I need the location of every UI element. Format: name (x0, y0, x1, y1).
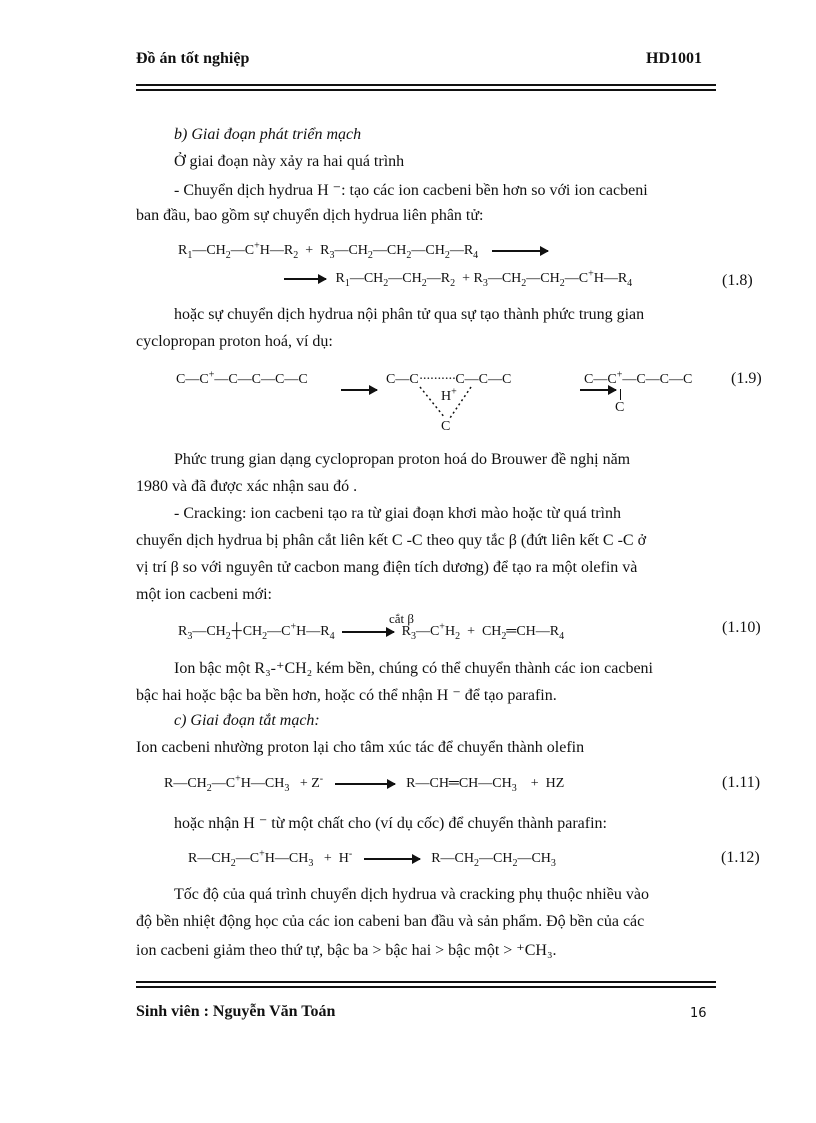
reaction-arrow (284, 278, 326, 280)
footer-rule-bottom (136, 986, 716, 988)
accept-hydride-line: hoặc nhận H ⁻ từ một chất cho (ví dụ cốc) để chuyển thành parafin: (174, 815, 607, 832)
equation-number-1-8: (1.8) (722, 272, 753, 289)
section-b-intro: Ở giai đoạn này xảy ra hai quá trình (174, 153, 405, 170)
hydride-line-2: ban đầu, bao gồm sự chuyển dịch hydrua liên phân tử: (136, 207, 484, 224)
reaction-arrow (580, 389, 616, 391)
header-rule-top (136, 84, 716, 86)
header-code: HD1001 (646, 50, 702, 67)
equation-1-10: $R_3—CH_2┼CH_2—C^+H—R_4$ $R_3—C^+H_2$ + $CH_2═CH—R_4$ (178, 621, 565, 642)
beta-scission-arrow (342, 631, 394, 633)
reaction-arrow (341, 389, 377, 391)
cracking-line-3: vị trí β so với nguyên tử cacbon mang điện tích dương) để tạo ra một olefin và (136, 559, 638, 576)
equation-1-9-reactant: C—C+—C—C—C—C (176, 369, 308, 387)
header-title: Đồ án tốt nghiệp (136, 50, 250, 67)
cracking-line-1: - Cracking: ion cacbeni tạo ra từ giai đoạn khơi mào hoặc từ quá trình (174, 505, 621, 522)
section-b-heading: b) Giai đoạn phát triển mạch (174, 126, 362, 143)
ion-line-1: Ion bậc một R₃-⁺CH₂ kém bền, chúng có thể chuyển thành các ion cacbeni (174, 660, 653, 677)
footer-student: Sinh viên : Nguyễn Văn Toán (136, 1003, 336, 1020)
equation-number-1-9: (1.9) (731, 370, 762, 387)
brouwer-line-1: Phức trung gian dạng cyclopropan proton hoá do Brouwer đề nghị năm (174, 451, 631, 468)
equation-1-9-product: C—C+—C—C—C (584, 369, 693, 387)
equation-1-8-line-2: $R_1—CH_2—CH_2—R_2$ + $R_3—CH_2—CH_2—C^+H—R_4$ (284, 271, 632, 287)
rate-line-3: ion cacbeni giảm theo thứ tự, bậc ba > bậc hai > bậc một > ⁺CH₃. (136, 942, 557, 959)
equation-1-12: $R—CH_2—C^+H—CH_3 + H^-$ $R—CH_2—CH_2—CH_3$ (188, 848, 556, 869)
page-number: 16 (690, 1006, 707, 1021)
branch-bond (620, 389, 621, 400)
section-c-heading: c) Giai đoạn tắt mạch: (174, 712, 320, 729)
section-c-intro: Ion cacbeni nhường proton lại cho tâm xúc tác để chuyển thành olefin (136, 739, 585, 756)
equation-number-1-10: (1.10) (722, 619, 761, 636)
intra-line-2: cyclopropan proton hoá, ví dụ: (136, 333, 333, 350)
reaction-arrow (335, 783, 395, 785)
bridge-carbon: C (441, 419, 451, 434)
cracking-line-4: một ion cacbeni mới: (136, 586, 272, 603)
equation-1-8-line-1: $R_1—CH_2—C^+H—R_2$ + $R_3—CH_2—CH_2—CH_2—R_4$ (178, 243, 548, 259)
equation-1-9-intermediate: C—C··········C—C—C (386, 372, 512, 387)
equation-number-1-12: (1.12) (721, 849, 760, 866)
ion-line-2: bậc hai hoặc bậc ba bền hơn, hoặc có thể nhận H ⁻ để tạo parafin. (136, 687, 557, 704)
equation-number-1-11: (1.11) (722, 774, 761, 791)
reaction-arrow (364, 858, 420, 860)
rate-line-2: độ bền nhiệt động học của các ion cabeni ban đầu và sản phẩm. Độ bền của các (136, 913, 645, 930)
cracking-line-2: chuyển dịch hydrua bị phân cắt liên kết C -C theo quy tắc β (đứt liên kết C -C ở (136, 532, 647, 549)
branch-carbon: C (615, 400, 625, 415)
hydride-line-1: - Chuyển dịch hydrua H ⁻: tạo các ion cacbeni bền hơn so với ion cacbeni (174, 182, 648, 199)
intra-line-1: hoặc sự chuyển dịch hydrua nội phân tử qua sự tạo thành phức trung gian (174, 306, 645, 323)
footer-rule-top (136, 981, 716, 983)
beta-scission-label: cắt β (389, 611, 415, 626)
reaction-arrow (492, 250, 548, 252)
brouwer-line-2: 1980 và đã được xác nhận sau đó . (136, 478, 358, 495)
proton-label: H+ (441, 386, 457, 404)
header-rule-bottom (136, 89, 716, 91)
rate-line-1: Tốc độ của quá trình chuyển dịch hydrua và cracking phụ thuộc nhiều vào (174, 886, 649, 903)
equation-1-11: $R—CH_2—C^+H—CH_3 + Z^-$ $R—CH═CH—CH_3$ + HZ (164, 773, 565, 794)
